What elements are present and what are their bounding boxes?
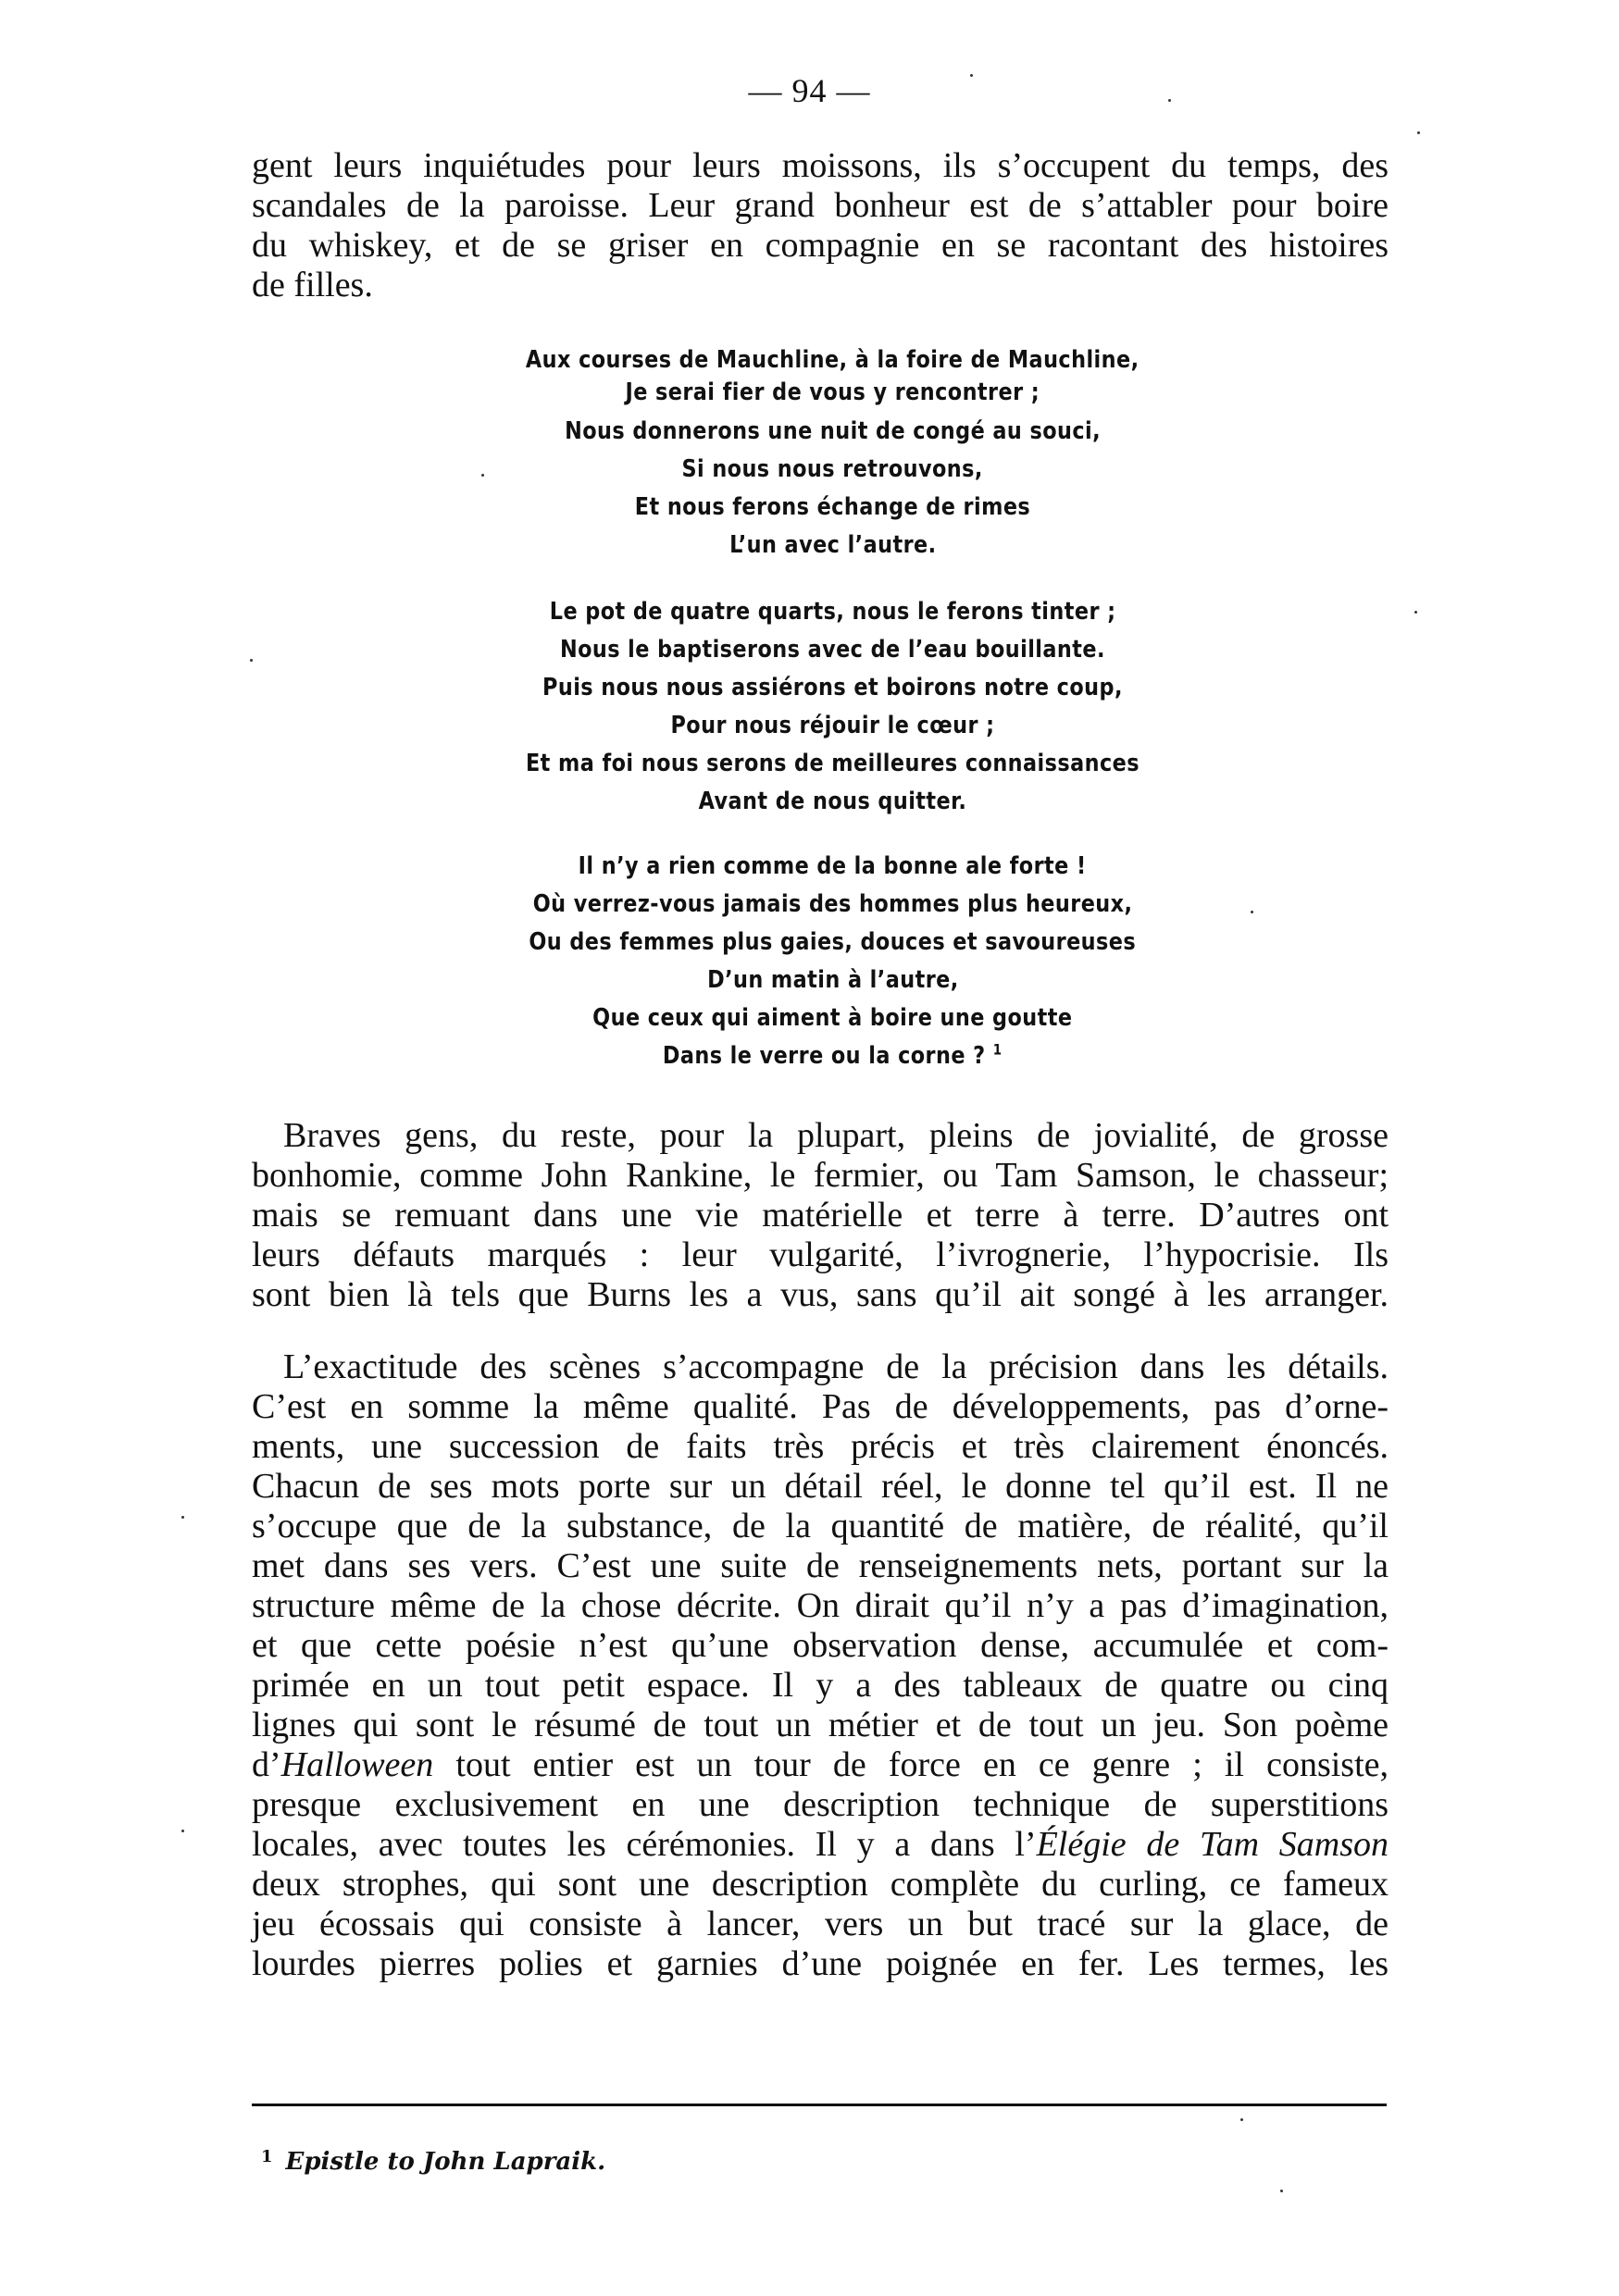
- text-line: leurs défauts marqués : leur vulgarité, l’ivrognerie, l’hypocrisie. Ils: [252, 1235, 1389, 1274]
- text-line: sont bien là tels que Burns les a vus, sans qu’il ait songé à les arranger.: [252, 1275, 1389, 1314]
- text-line: met dans ses vers. C’est une suite de renseignements nets, portant sur la: [252, 1546, 1389, 1585]
- verse-line: L’un avec l’autre.: [729, 531, 937, 559]
- verse-line: Si nous nous retrouvons,: [681, 455, 984, 483]
- text-line: s’occupe que de la substance, de la quantité de matière, de réalité, qu’il: [252, 1507, 1389, 1545]
- verse-line: Puis nous nous assiérons et boirons notre coup,: [542, 674, 1123, 701]
- verse-line: Le pot de quatre quarts, nous le ferons tinter ;: [549, 598, 1116, 626]
- scan-speck: [1280, 2190, 1283, 2192]
- scan-speck: [181, 1516, 184, 1519]
- text-line: gent leurs inquiétudes pour leurs moissons, ils s’occupent du temps, des: [252, 146, 1389, 185]
- text-line: et que cette poésie n’est qu’une observation dense, accumulée et com-: [252, 1626, 1389, 1665]
- verse-line: Où verrez-vous jamais des hommes plus heureux,: [532, 890, 1133, 918]
- text-line: Chacun de ses mots porte sur un détail réel, le donne tel qu’il est. Il ne: [252, 1467, 1389, 1506]
- scan-speck: [1417, 131, 1420, 134]
- verse-line: Que ceux qui aiment à boire une goutte: [592, 1004, 1073, 1032]
- scan-speck: [970, 74, 973, 77]
- scan-speck: [181, 1830, 184, 1832]
- text-line: lourdes pierres polies et garnies d’une poignée en fer. Les termes, les: [252, 1944, 1389, 1983]
- text-line: du whiskey, et de se griser en compagnie en se racontant des histoires: [252, 226, 1389, 265]
- text-line: structure même de la chose décrite. On dirait qu’il n’y a pas d’imagination,: [252, 1586, 1389, 1625]
- scan-speck: [1168, 99, 1171, 102]
- text-line: d’Halloween tout entier est un tour de force en ce genre ; il consiste,: [252, 1745, 1389, 1784]
- text-line: ments, une succession de faits très précis et très clairement énoncés.: [252, 1427, 1389, 1466]
- scan-speck: [481, 474, 484, 477]
- verse-line: Ou des femmes plus gaies, douces et savoureuses: [529, 928, 1137, 956]
- scan-speck: [1240, 2118, 1243, 2121]
- text-line: scandales de la paroisse. Leur grand bonheur est de s’attabler pour boire: [252, 186, 1389, 225]
- text-line: deux strophes, qui sont une description complète du curling, ce fameux: [252, 1865, 1389, 1904]
- verse-line: Avant de nous quitter.: [698, 788, 967, 815]
- verse-line: Pour nous réjouir le cœur ;: [670, 712, 995, 739]
- text-line: bonhomie, comme John Rankine, le fermier, ou Tam Samson, le chasseur;: [252, 1156, 1389, 1195]
- verse-line: Dans le verre ou la corne ? $^1$: [663, 1041, 1003, 1070]
- verse-line: Il n’y a rien comme de la bonne ale forte !: [579, 852, 1087, 880]
- scan-speck: [1414, 611, 1417, 614]
- verse-line: Nous le baptiserons avec de l’eau bouillante.: [560, 636, 1105, 664]
- verse-line: Je serai fier de vous y rencontrer ;: [625, 379, 1040, 406]
- footnote: [261, 2143, 605, 2176]
- verse-line: Nous donnerons une nuit de congé au souci,: [565, 417, 1101, 445]
- text-line: Braves gens, du reste, pour la plupart, pleins de jovialité, de grosse: [283, 1116, 1389, 1155]
- text-line: primée en un tout petit espace. Il y a des tableaux de quatre ou cinq: [252, 1666, 1389, 1705]
- footnote-number: 1: [261, 2147, 273, 2166]
- text-line: L’exactitude des scènes s’accompagne de la précision dans les détails.: [283, 1347, 1389, 1386]
- work-title-halloween: Halloween: [280, 1745, 434, 1784]
- text-line: jeu écossais qui consiste à lancer, vers un but tracé sur la glace, de: [252, 1905, 1389, 1943]
- text-line: locales, avec toutes les cérémonies. Il y a dans l’Élégie de Tam Samson: [252, 1825, 1389, 1864]
- footnote-text: Epistle to John Lapraik.: [285, 2148, 606, 2176]
- text-line: C’est en somme la même qualité. Pas de développements, pas d’orne-: [252, 1387, 1389, 1426]
- footnote-separator: [252, 2104, 1387, 2106]
- verse-line: Et ma foi nous serons de meilleures connaissances: [525, 750, 1140, 777]
- text-line: presque exclusivement en une description technique de superstitions: [252, 1785, 1389, 1824]
- text-line: lignes qui sont le résumé de tout un métier et de tout un jeu. Son poème: [252, 1706, 1389, 1744]
- verse-line: Aux courses de Mauchline, à la foire de Mauchline,: [526, 346, 1140, 374]
- text-line: de filles.: [252, 266, 373, 304]
- verse-line: Et nous ferons échange de rimes: [634, 493, 1031, 521]
- verse-line: D’un matin à l’autre,: [706, 966, 959, 994]
- work-title-elegie: Élégie de Tam Samson: [1036, 1825, 1389, 1864]
- scan-speck: [250, 659, 253, 662]
- scan-speck: [1251, 911, 1253, 913]
- footnote-reference[interactable]: 1: [993, 1041, 1003, 1059]
- page-number: — 94 —: [748, 72, 871, 109]
- text-line: mais se remuant dans une vie matérielle et terre à terre. D’autres ont: [252, 1196, 1389, 1235]
